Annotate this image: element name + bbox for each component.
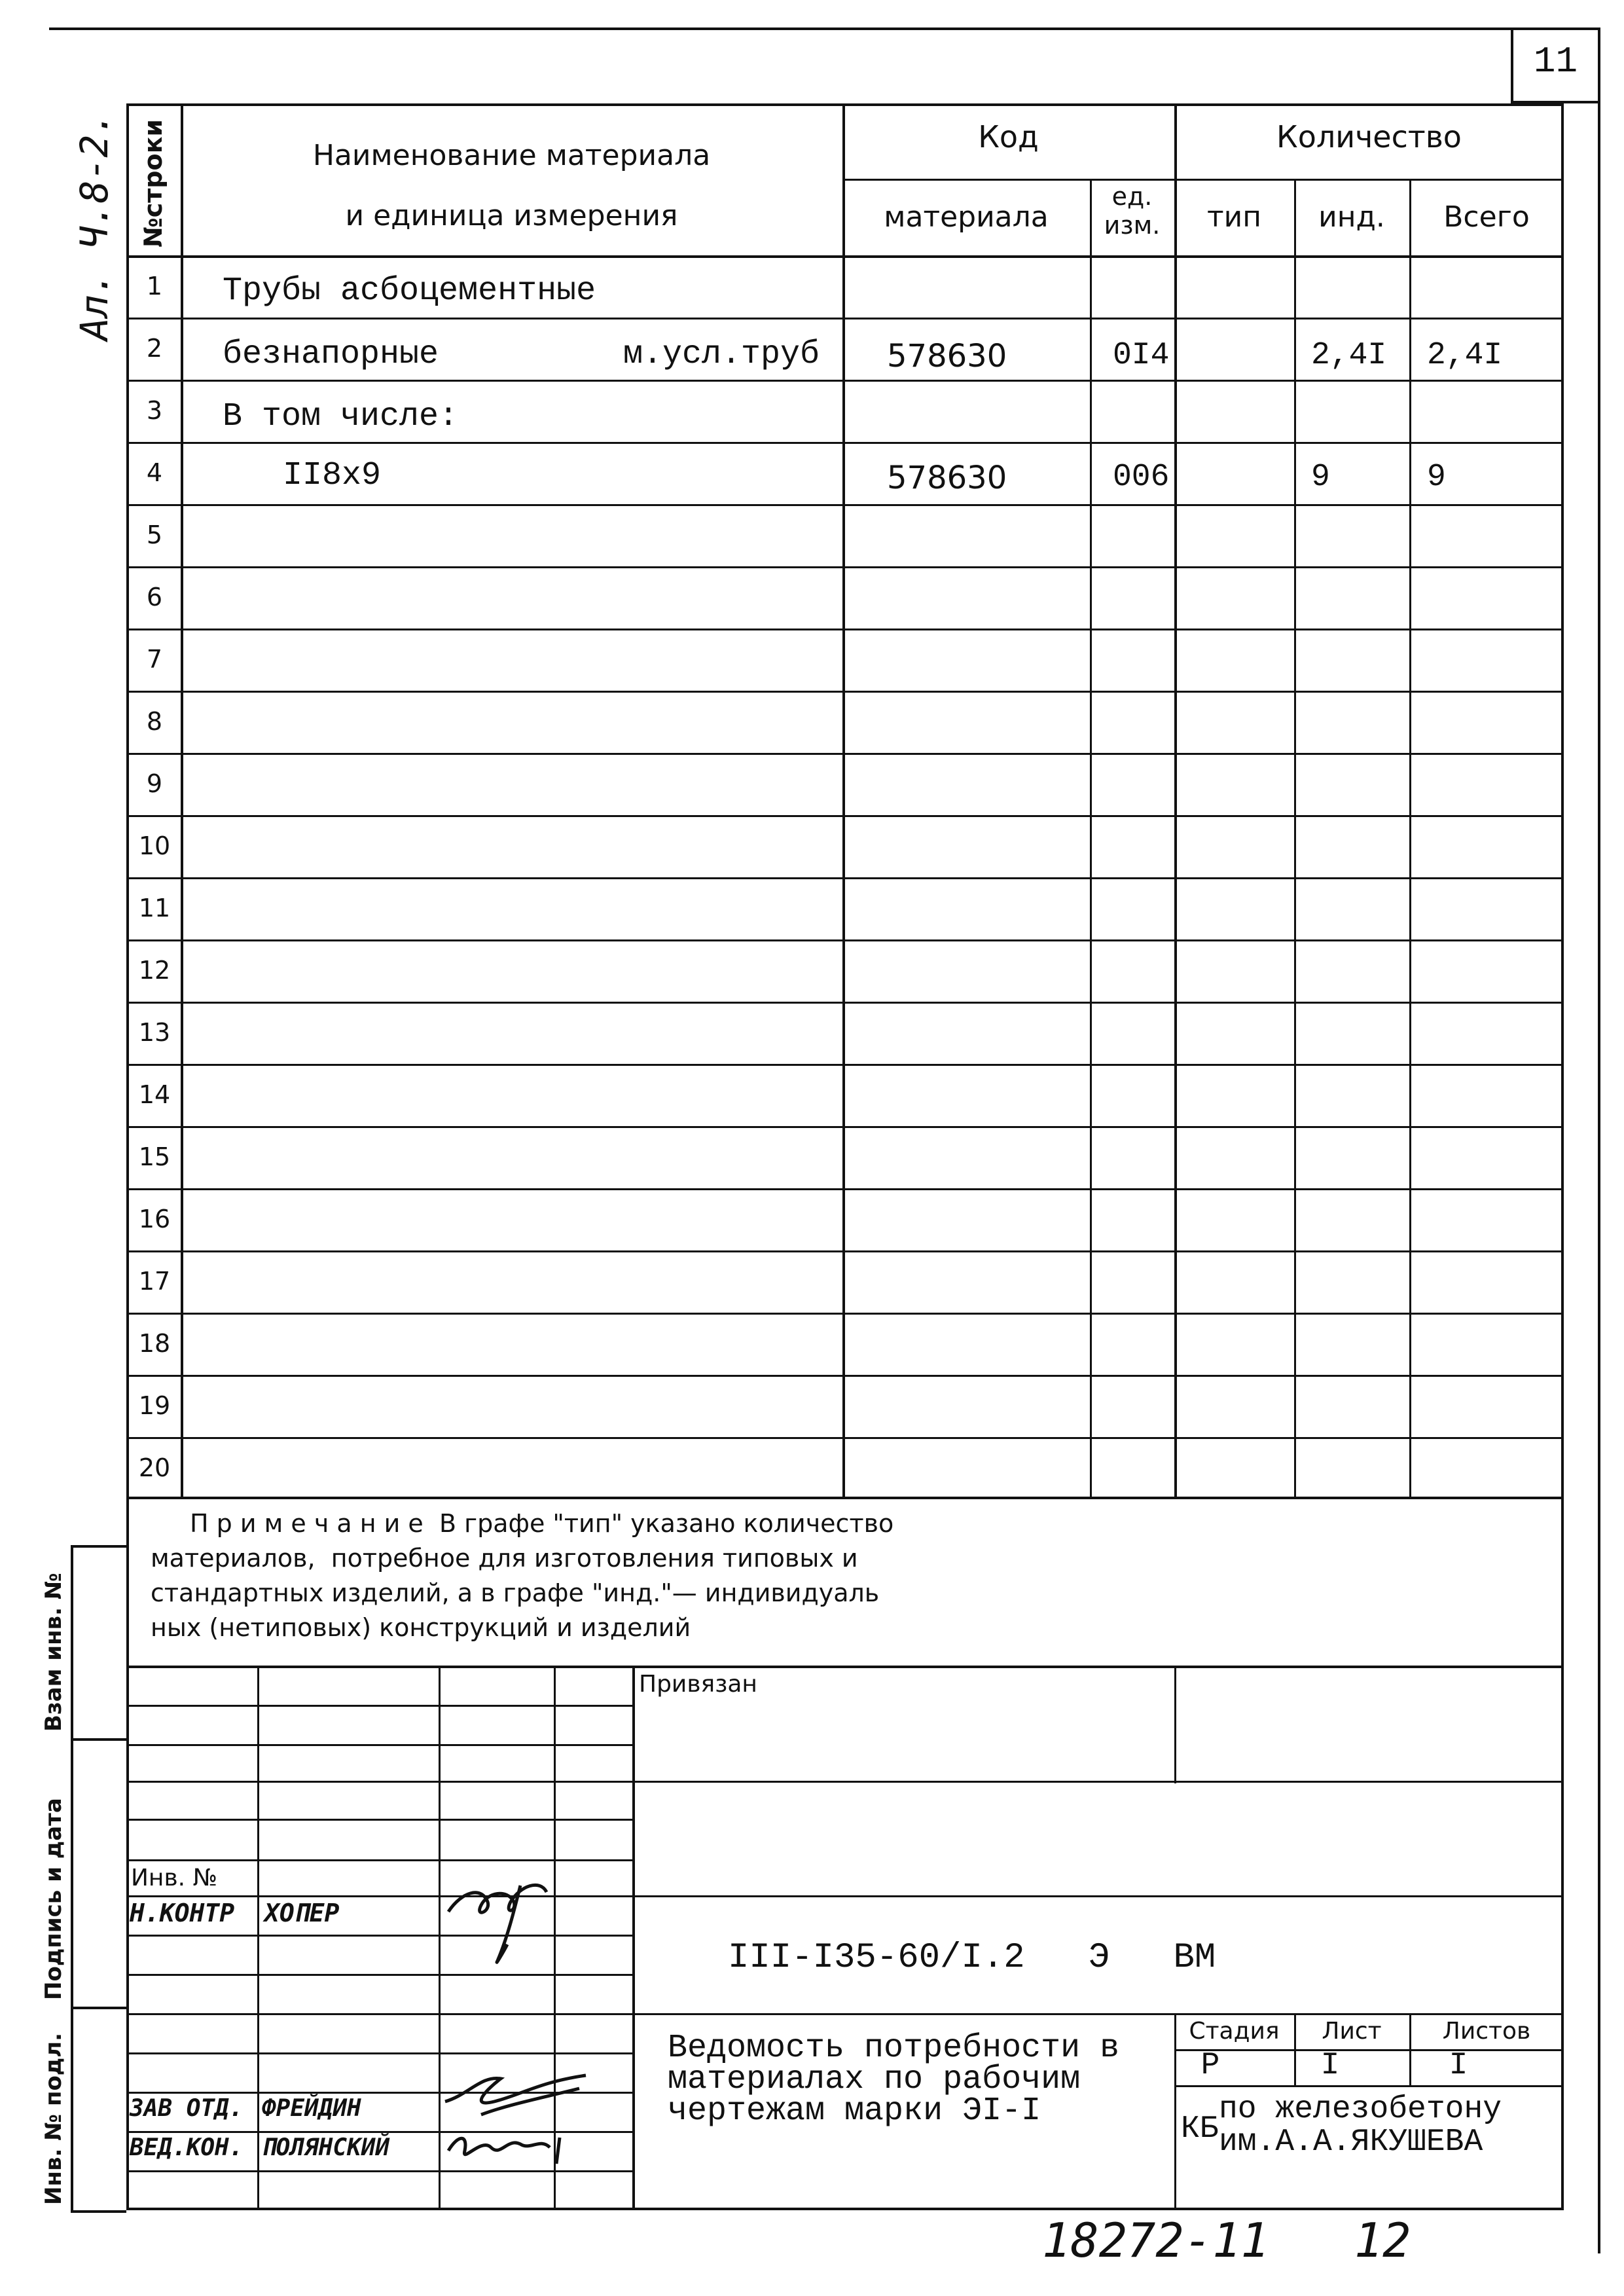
col-sep-typ: [1294, 179, 1296, 1499]
col-sep-unit: [1174, 103, 1177, 1499]
row-number: 19: [138, 1391, 171, 1420]
tb-row: [126, 1819, 632, 1821]
col-sep-name: [842, 103, 845, 1499]
tb-row: [126, 2052, 632, 2054]
sheet-label: Лист: [1322, 2018, 1382, 2045]
row-number: 12: [138, 956, 171, 985]
zav-otd-role: ЗАВ ОТД.: [130, 2095, 244, 2122]
row-number: 13: [138, 1018, 171, 1047]
row2-total: 2,4I: [1427, 338, 1503, 373]
row-number: 5: [146, 520, 163, 549]
n-kontr-role: Н.КОНТР: [130, 1899, 235, 1927]
row-line: [126, 380, 1564, 382]
footer-number: 18272-11 12: [1042, 2213, 1411, 2268]
note-line-2: материалов, потребное для изготовления типовых и: [151, 1544, 858, 1573]
row2-ind: 2,4I: [1311, 338, 1387, 373]
row-line: [126, 1188, 1564, 1190]
row-number: 6: [146, 583, 163, 611]
row-number: 1: [146, 272, 163, 301]
row-line: [126, 1375, 1564, 1377]
designation: III-I35-60/I.2 Э ВМ: [728, 1938, 1216, 1978]
col-sep-ind: [1409, 179, 1411, 1499]
row-line: [126, 1002, 1564, 1004]
col-sep-code: [1090, 179, 1092, 1499]
row4-unit-code: 006: [1113, 460, 1170, 495]
side-label-inv-podl: Инв. № подл.: [41, 2032, 67, 2205]
header-code-unit: ед. изм.: [1104, 182, 1161, 240]
row-line: [126, 939, 1564, 941]
side-strip-line: [71, 1738, 126, 1741]
row1-name: Трубы асбоцементные: [223, 272, 596, 310]
row-line: [126, 629, 1564, 630]
signature-freidin: [442, 2069, 592, 2121]
page-number: 11: [1533, 41, 1578, 82]
sheets-value: I: [1449, 2048, 1468, 2083]
ved-kon-name: ПОЛЯНСКИЙ: [262, 2134, 390, 2161]
margin-note: Ал. Ч.8-2.: [72, 111, 117, 340]
side-strip-line: [71, 2007, 126, 2009]
row4-total: 9: [1427, 460, 1446, 495]
right-border: [1598, 27, 1600, 2253]
header-qty-ind: инд.: [1318, 200, 1385, 234]
zav-otd-name: ФРЕЙДИН: [262, 2095, 361, 2122]
tb-divider: [632, 1666, 635, 2210]
org-line-1: по железобетону: [1219, 2092, 1502, 2127]
row-number: 16: [138, 1205, 171, 1233]
row2-unit: м.усл.труб: [623, 336, 820, 373]
row-number: 15: [138, 1142, 171, 1171]
tb-row: [126, 1895, 632, 1897]
signature-polyansky: [442, 2124, 573, 2170]
row-number: 20: [138, 1453, 171, 1482]
sheets-label: Листов: [1442, 2018, 1531, 2045]
tb-row: [126, 1705, 632, 1707]
header-qty-total: Всего: [1443, 200, 1530, 234]
header-code: Код: [978, 119, 1039, 155]
note-line-1: П р и м е ч а н и е В графе "тип" указано количество: [190, 1509, 894, 1538]
org-line-2: им.А.А.ЯКУШЕВА: [1219, 2124, 1483, 2160]
row-line: [126, 815, 1564, 817]
row-number: 3: [146, 396, 163, 425]
tb-row: [126, 1781, 632, 1783]
row-line: [126, 442, 1564, 444]
row-number: 8: [146, 707, 163, 736]
row3-name: В том числе:: [223, 398, 459, 435]
tb-right-row: [632, 1781, 1564, 1783]
row2-code: 578630: [887, 338, 1007, 374]
side-strip-line: [71, 1545, 126, 1548]
row-number: 18: [138, 1329, 171, 1358]
note-line-3: стандартных изделий, а в графе "инд."— индивидуаль: [151, 1578, 880, 1607]
row-number: 2: [146, 334, 163, 363]
header-code-material: материала: [884, 200, 1049, 234]
ved-kon-role: ВЕД.КОН.: [130, 2134, 244, 2161]
org-kb: КБ: [1181, 2111, 1219, 2147]
side-label-vzam: Взам инв. №: [41, 1573, 67, 1732]
row-line: [126, 566, 1564, 568]
row-line: [126, 1064, 1564, 1066]
row2-unit-code: 0I4: [1113, 338, 1170, 373]
row-line: [126, 877, 1564, 879]
side-strip-left: [71, 1545, 73, 2210]
tb-right-row: [632, 1895, 1564, 1897]
note-line-4: ных (нетиповых) конструкций и изделий: [151, 1613, 691, 1642]
tb-row: [126, 2013, 632, 2015]
row-line: [126, 1126, 1564, 1128]
stage-label: Стадия: [1189, 2018, 1280, 2045]
n-kontr-name: ХОПЕР: [264, 1899, 340, 1927]
row-line: [126, 504, 1564, 506]
tb-col: [257, 1666, 259, 2210]
header-bottom: [126, 255, 1564, 258]
row-line: [126, 318, 1564, 319]
row-number: 4: [146, 458, 163, 487]
header-subline: [842, 179, 1564, 181]
row-line: [126, 1250, 1564, 1252]
row4-ind: 9: [1311, 460, 1330, 495]
header-qty-type: тип: [1207, 200, 1261, 234]
tb-privyazan-sep: [1174, 1666, 1176, 1783]
tb-row: [126, 1974, 632, 1976]
row-number: 17: [138, 1267, 171, 1296]
row-line: [126, 1313, 1564, 1315]
header-name: Наименование материала и единица измерения: [312, 139, 711, 232]
tb-row: [126, 1935, 632, 1937]
row-number: 10: [138, 831, 171, 860]
sheet-value: I: [1320, 2048, 1340, 2083]
row-number: 11: [138, 894, 171, 922]
document-title: Ведомость потребности в материалах по рабочим чертежам марки ЭI-I: [668, 2030, 1120, 2130]
privyazan-label: Привязан: [639, 1671, 757, 1698]
inv-no-label: Инв. №: [131, 1865, 218, 1891]
tb-row: [126, 1744, 632, 1746]
materials-table: [126, 103, 1564, 1499]
col-sep-rownum: [181, 103, 183, 1499]
side-strip-line: [71, 2210, 126, 2213]
row2-name: безнапорные: [223, 336, 439, 373]
row4-name: II8x9: [283, 457, 382, 494]
top-border: [49, 27, 1600, 30]
header-row-no: №строки: [139, 119, 168, 247]
signature-hoper: [442, 1866, 553, 1971]
tb-stage-row: [1174, 2085, 1564, 2087]
row-number: 14: [138, 1080, 171, 1109]
row-number: 9: [146, 769, 163, 798]
header-quantity: Количество: [1276, 119, 1462, 155]
row-line: [126, 691, 1564, 693]
row-number: 7: [146, 645, 163, 674]
stage-value: Р: [1200, 2048, 1220, 2083]
row-line: [126, 753, 1564, 755]
tb-row: [126, 1859, 632, 1861]
row-line: [126, 1437, 1564, 1439]
row4-code: 578630: [887, 460, 1007, 496]
tb-right-row: [632, 2013, 1564, 2015]
tb-row: [126, 2170, 632, 2172]
side-label-podpis: Подпись и дата: [41, 1798, 67, 2000]
tb-col: [439, 1666, 441, 2210]
